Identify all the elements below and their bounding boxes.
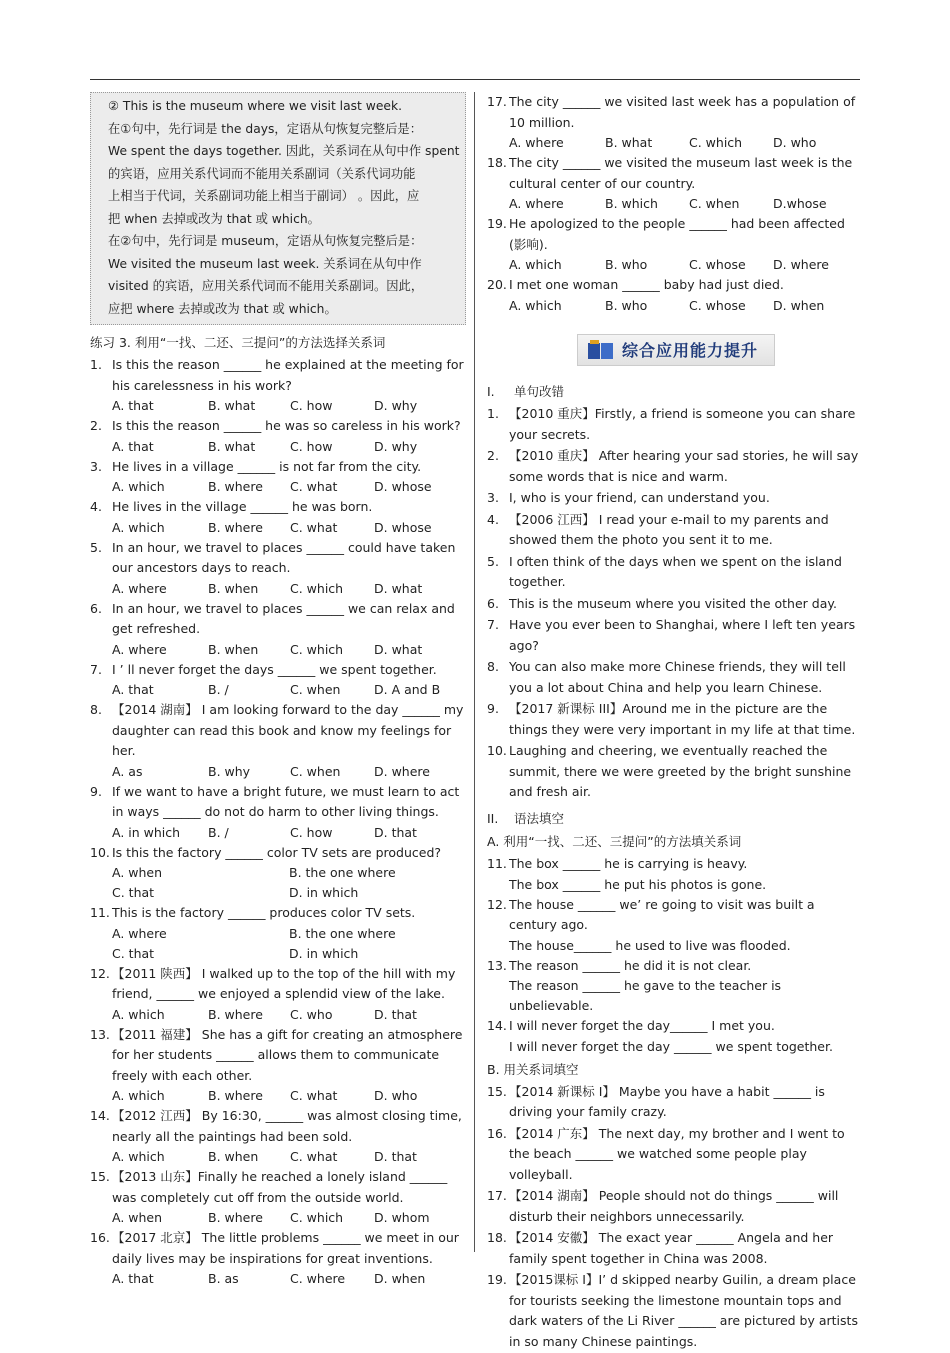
error-item (487, 510, 864, 551)
part2-heading: II. 语法填空 (487, 810, 565, 826)
question-number: 14. (90, 1108, 110, 1123)
option: A. where (509, 135, 564, 150)
question-text: 【2011 陕西】 I walked up to the top of the hill with my friend, ______ we enjoyed a splendid view of the lake. (112, 965, 456, 1001)
fill-list-b (487, 1082, 864, 1353)
question-text: If we want to have a bright future, we must learn to act in ways ______ do not do harm to other living things. (112, 783, 460, 819)
fill-item (487, 956, 864, 977)
options-row (487, 255, 864, 275)
box-line: 在②句中，先行词是 museum，定语从句恢复完整后是： (108, 234, 423, 248)
option: A. which (509, 257, 562, 272)
option: D. that (374, 824, 417, 840)
option: B. which (605, 196, 658, 211)
option: A. where (112, 580, 167, 596)
item-number: 11. (487, 856, 507, 871)
question-number: 17. (487, 94, 507, 109)
question-row (90, 782, 466, 823)
column-divider (474, 92, 475, 1252)
item-text: 【2014 湖南】 People should not do things ______ will disturb their neighbors unnecessarily. (509, 1188, 839, 1224)
question-text: I met one woman ______ baby had just died. (509, 277, 784, 292)
option: A. that (112, 438, 154, 454)
option: C. what (290, 1149, 338, 1164)
question-number: 19. (487, 216, 507, 231)
options-row (90, 762, 466, 782)
option: D. what (374, 641, 423, 657)
option: C. what (290, 519, 338, 535)
option: C. how (290, 398, 333, 413)
question-text: This is the factory ______ produces color TV sets. (112, 905, 416, 920)
right-column (487, 92, 864, 1353)
question-row (90, 1106, 466, 1147)
question-number: 4. (90, 499, 102, 514)
option: C. which (290, 1210, 344, 1225)
option: A. that (112, 1271, 154, 1286)
option: B. when (208, 641, 259, 657)
option: D. who (773, 135, 817, 150)
item-text: I, who is your friend, can understand you. (509, 490, 770, 505)
question-row (90, 1228, 466, 1269)
question-row (90, 903, 466, 924)
left-column (90, 92, 466, 1289)
question-row (487, 153, 864, 194)
options-row (487, 133, 864, 153)
question-row (90, 700, 466, 762)
fill-item (487, 854, 864, 875)
question-number: 5. (90, 539, 102, 555)
question-row (90, 843, 466, 864)
question-text: I ’ ll never forget the days ______ we spent together. (112, 661, 437, 677)
option: C. that (112, 885, 155, 900)
option: B. where (208, 519, 263, 535)
item-number: 14. (487, 1018, 507, 1033)
question-text: 【2012 江西】 By 16:30, ______ was almost closing time, nearly all the paintings had been sold. (112, 1108, 462, 1144)
options-row (90, 1005, 466, 1025)
item-text: 【2014 广东】 The next day, my brother and I went to the beach ______ we watched some people play volleyball. (509, 1125, 845, 1182)
option: D. whom (374, 1210, 430, 1225)
question-row (90, 1167, 466, 1208)
question-number: 2. (90, 418, 102, 433)
option: C. which (290, 580, 344, 596)
question-row (90, 416, 466, 437)
option: D. where (374, 763, 430, 779)
item-text: The reason ______ he did it is not clear. (509, 957, 752, 973)
item-text: 【2010 重庆】 After hearing your sad stories, he will say some words that is nice and warm. (509, 448, 859, 484)
question-text: He lives in a village ______ is not far from the city. (112, 458, 422, 474)
error-item (487, 594, 864, 615)
question-row (487, 92, 864, 133)
box-line: 应把 where 去掉或改为 that 或 which。 (108, 301, 337, 316)
box-line: ② This is the museum where we visit last week. (108, 99, 402, 113)
item-number: 8. (487, 659, 499, 674)
option: C. when (290, 763, 341, 779)
banner-title: 综合应用能力提升 (622, 341, 759, 360)
error-item (487, 699, 864, 740)
question-number: 20. (487, 277, 507, 292)
option: B. who (605, 257, 648, 272)
options-row (90, 883, 466, 903)
option: B. who (605, 297, 648, 313)
error-item (487, 446, 864, 487)
question-number: 8. (90, 702, 102, 717)
fill-item (487, 1082, 864, 1123)
question-row (487, 275, 864, 296)
option: A. which (112, 479, 165, 494)
options-row (90, 823, 466, 843)
question-number: 9. (90, 783, 102, 799)
option: D. when (374, 1271, 426, 1286)
option: B. / (208, 824, 229, 840)
options-row (90, 579, 466, 599)
box-line: 的宾语，应用关系代词而不能用关系副词（关系代词功能 (108, 166, 416, 181)
item-text: This is the museum where you visited the other day. (509, 595, 837, 611)
book-icon (586, 339, 616, 361)
box-line: visited 的宾语，应用关系代词而不能用关系副词。因此， (108, 279, 424, 293)
question-number: 13. (90, 1026, 110, 1042)
option: D. when (773, 297, 825, 313)
options-row (90, 1147, 466, 1167)
option: D. A and B (374, 682, 441, 697)
question-text: He apologized to the people ______ had been affected (影响). (509, 216, 845, 252)
option: B. what (605, 135, 653, 150)
option: A. where (509, 196, 564, 211)
option: D. what (374, 580, 423, 596)
option: B. the one where (289, 925, 396, 941)
fill-item (487, 1124, 864, 1186)
item-number: 12. (487, 896, 507, 912)
item-text: 【2017 新课标 III】Around me in the picture are the things they were very important in my life at that time. (509, 701, 856, 737)
question-text: Is this the reason ______ he explained at the meeting for his carelessness in his work? (112, 357, 464, 393)
option: B. what (208, 398, 256, 413)
option: B. when (208, 1149, 259, 1164)
error-item (487, 657, 864, 698)
error-item (487, 552, 864, 593)
right-questions (487, 92, 864, 316)
item-number: 9. (487, 701, 499, 716)
options-row (487, 296, 864, 316)
box-line: We spent the days together. 因此，关系词在从句中作 spent (108, 144, 460, 158)
options-row (90, 1208, 466, 1228)
item-number: 19. (487, 1272, 507, 1287)
option: D. why (374, 438, 418, 454)
fill-list (487, 854, 864, 1057)
exercise-heading: 练习 3. 利用“一找、二还、三提问”的方法选择关系词 (90, 335, 386, 350)
subsection-b: B. 用关系词填空 (487, 1061, 579, 1077)
option: C. what (290, 479, 338, 494)
option: D. in which (289, 885, 359, 900)
part1-heading: I. 单句改错 (487, 383, 565, 399)
item-text: I often think of the days when we spent on the island together. (509, 553, 842, 589)
question-row (90, 355, 466, 396)
option: A. where (112, 641, 167, 657)
question-text: 【2014 湖南】 I am looking forward to the day ______ my daughter can read this book and know my feelings for her. (112, 702, 464, 758)
item-text: I will never forget the day______ I met you. (509, 1018, 775, 1033)
option: C. when (689, 196, 740, 211)
item-number: 7. (487, 617, 499, 632)
item-text: The house ______ we’ re going to visit was built a century ago. (509, 896, 815, 932)
question-text: Is this the factory ______ color TV sets are produced? (112, 844, 442, 860)
question-number: 10. (90, 844, 110, 860)
option: C. which (290, 641, 344, 657)
question-number: 18. (487, 155, 507, 170)
item-number: 2. (487, 448, 499, 463)
option: C. whose (689, 257, 746, 272)
fill-item (487, 1228, 864, 1269)
fill-item (487, 895, 864, 936)
item-number: 17. (487, 1188, 507, 1203)
option: C. whose (689, 297, 746, 313)
fill-item (487, 1016, 864, 1037)
fill-item (487, 1186, 864, 1227)
option: A. when (112, 865, 163, 880)
box-line: 把 when 去掉或改为 that 或 which。 (108, 211, 320, 226)
option: A. which (112, 1088, 165, 1103)
question-row (487, 214, 864, 255)
question-text: The city ______ we visited last week has a population of 10 million. (509, 94, 856, 130)
question-number: 12. (90, 965, 110, 981)
options-row (90, 680, 466, 700)
item-text: You can also make more Chinese friends, they will tell you a lot about China and help you learn Chinese. (509, 659, 846, 695)
option: D.whose (773, 196, 827, 211)
option: A. which (112, 1006, 165, 1022)
error-list (487, 404, 864, 803)
fill-item (487, 1270, 864, 1352)
item-number: 6. (487, 595, 499, 611)
option: D. that (374, 1149, 417, 1164)
error-item (487, 615, 864, 656)
option: D. in which (289, 945, 359, 961)
option: B. why (208, 763, 251, 779)
item-text-b: The house______ he used to live was flooded. (509, 937, 791, 953)
option: C. that (112, 945, 155, 961)
item-text: 【2006 江西】 I read your e-mail to my parents and showed them the photo you sent it to me. (509, 511, 829, 547)
option: A. that (112, 682, 154, 697)
question-text: The city ______ we visited the museum last week is the cultural center of our country. (509, 155, 853, 191)
option: B. where (208, 1210, 263, 1225)
question-number: 7. (90, 661, 102, 677)
options-row (90, 518, 466, 538)
options-row (90, 924, 466, 944)
item-text-b: The reason ______ he gave to the teacher is unbelievable. (509, 978, 782, 1013)
item-text: The box ______ he is carrying is heavy. (509, 856, 748, 871)
item-number: 1. (487, 406, 499, 421)
option: C. when (290, 682, 341, 697)
item-text-b: I will never forget the day ______ we spent together. (509, 1038, 833, 1054)
option: B. where (208, 1006, 263, 1022)
question-row (90, 497, 466, 518)
option: C. how (290, 824, 333, 840)
question-number: 15. (90, 1169, 110, 1184)
options-row (90, 640, 466, 660)
question-number: 1. (90, 357, 102, 372)
left-questions (90, 355, 466, 1289)
option: D. that (374, 1006, 417, 1022)
item-number: 4. (487, 511, 499, 527)
item-text: 【2014 安徽】 The exact year ______ Angela and her family spent together in China was 2008. (509, 1230, 834, 1266)
question-row (90, 964, 466, 1005)
question-number: 3. (90, 458, 102, 474)
option: B. when (208, 580, 259, 596)
option: D. why (374, 398, 418, 413)
question-row (90, 457, 466, 478)
item-number: 18. (487, 1230, 507, 1245)
item-text: 【2015课标 Ⅰ】I’ d skipped nearby Guilin, a dream place for tourists seeking the limestone mountain tops and dark waters of the Li River ______ are pictured by artists in so many Chinese paintings. (509, 1272, 858, 1349)
item-number: 10. (487, 743, 507, 758)
item-number: 3. (487, 490, 499, 505)
options-row (90, 477, 466, 497)
item-number: 5. (487, 553, 499, 569)
question-text: In an hour, we travel to places ______ could have taken our ancestors days to reach. (112, 539, 456, 575)
explanation-box (90, 92, 466, 325)
question-row (90, 660, 466, 681)
option: B. where (208, 479, 263, 494)
box-line: 在①句中，先行词是 the days，定语从句恢复完整后是： (108, 121, 422, 136)
option: B. what (208, 438, 256, 454)
option: B. as (208, 1271, 239, 1286)
subsection-a: A. 利用“一找、二还、三提问”的方法填关系词 (487, 834, 742, 849)
error-item (487, 404, 864, 445)
question-text: He lives in the village ______ he was born. (112, 499, 373, 514)
option: A. which (112, 1149, 165, 1164)
item-number: 16. (487, 1125, 507, 1141)
option: B. / (208, 682, 229, 697)
question-text: 【2011 福建】 She has a gift for creating an atmosphere for her students ______ allows them to communicate freely with each other. (112, 1026, 463, 1083)
item-text: Laughing and cheering, we eventually reached the summit, there we were greeted by the bright sunshine and fresh air. (509, 743, 852, 799)
question-number: 6. (90, 600, 102, 616)
question-number: 16. (90, 1230, 110, 1245)
options-row (487, 194, 864, 214)
option: C. which (689, 135, 743, 150)
question-number: 11. (90, 905, 110, 920)
box-line: 上相当于代词，关系副词功能上相当于副词） 。因此，应 (108, 189, 420, 203)
option: A. as (112, 763, 143, 779)
item-text-b: The box ______ he put his photos is gone. (509, 876, 767, 892)
options-row (90, 944, 466, 964)
item-number: 13. (487, 957, 507, 973)
question-text: 【2017 北京】 The little problems ______ we meet in our daily lives may be inspirations for great inventions. (112, 1230, 459, 1266)
option: C. where (290, 1271, 346, 1286)
question-row (90, 1025, 466, 1087)
question-text: 【2013 山东】Finally he reached a lonely island ______ was completely cut off from the outside world. (112, 1169, 448, 1205)
option: C. who (290, 1006, 333, 1022)
options-row (90, 1086, 466, 1106)
question-text: Is this the reason ______ he was so careless in his work? (112, 418, 461, 433)
option: D. whose (374, 479, 432, 494)
option: D. where (773, 257, 829, 272)
option: D. whose (374, 519, 432, 535)
options-row (90, 437, 466, 457)
top-rule (90, 79, 860, 80)
question-row (90, 599, 466, 640)
option: C. how (290, 438, 333, 454)
option: D. who (374, 1088, 418, 1103)
section-banner (577, 334, 775, 366)
question-row (90, 538, 466, 579)
option: B. the one where (289, 865, 396, 880)
item-text: 【2010 重庆】Firstly, a friend is someone you can share your secrets. (509, 406, 856, 442)
option: A. where (112, 925, 167, 941)
option: B. where (208, 1088, 263, 1103)
option: A. that (112, 398, 154, 413)
option: A. when (112, 1210, 163, 1225)
options-row (90, 1269, 466, 1289)
options-row (90, 863, 466, 883)
question-text: In an hour, we travel to places ______ we can relax and get refreshed. (112, 600, 455, 636)
box-line: We visited the museum last week. 关系词在从句中作 (108, 256, 422, 271)
error-item (487, 488, 864, 509)
option: A. which (509, 297, 562, 313)
item-text: Have you ever been to Shanghai, where I left ten years ago? (509, 617, 856, 653)
option: A. in which (112, 824, 181, 840)
option: C. what (290, 1088, 338, 1103)
item-number: 15. (487, 1083, 507, 1099)
item-text: 【2014 新课标 Ⅰ】 Maybe you have a habit ______ is driving your family crazy. (509, 1083, 825, 1119)
option: A. which (112, 519, 165, 535)
options-row (90, 396, 466, 416)
error-item (487, 741, 864, 803)
